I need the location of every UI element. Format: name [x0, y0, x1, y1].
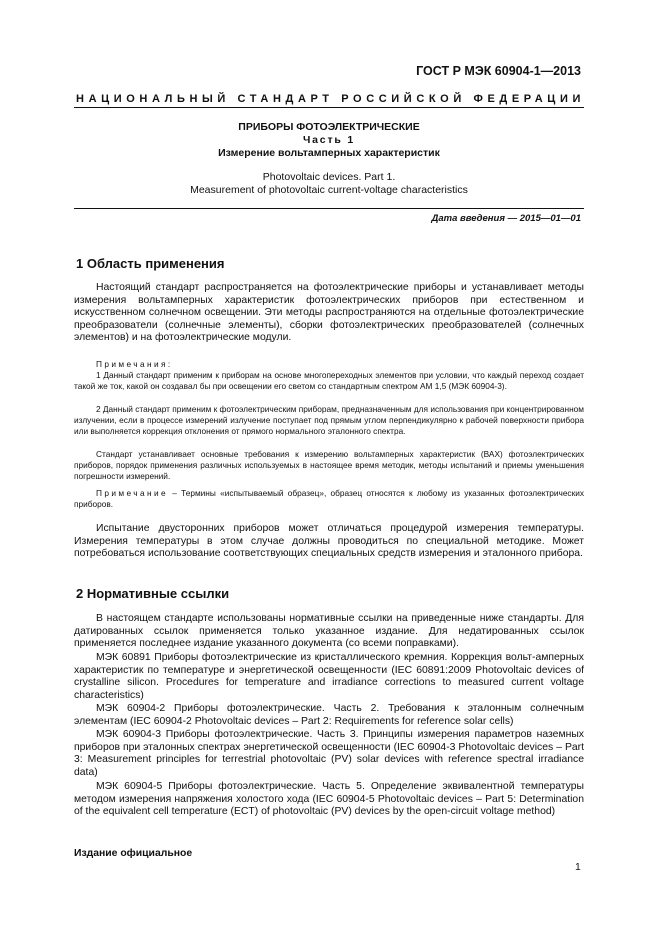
section2-paragraph1: В настоящем стандарте использованы нормативные ссылки на приведенные ниже стандарты. Для датированных ссылок применяется только указанное издание. Для недатированных ссылок применяется последнее издание указанного документа (со всеми поправками).	[74, 613, 584, 650]
note2: 2 Данный стандарт применим к фотоэлектрическим приборам, предназначенным для использования при концентрированном излучении, если в процессе измерений излучение поступает под прямым углом перпендикулярно к рабочей поверхности прибора или выполняется коррекция отклонения от прямого нормального эталонного спектра.	[74, 404, 584, 436]
introduction-date: Дата введения — 2015—01—01	[431, 213, 581, 224]
note3	[74, 488, 584, 510]
title-subtitle-ru: Измерение вольтамперных характеристик	[218, 147, 440, 159]
reference-iec-60904-5: МЭК 60904-5 Приборы фотоэлектрические. Часть 5. Определение эквивалентной температуры методом измерения напряжения холостого хода (IEC 60904-5 Photovoltaic devices – Part 5: Determination of the equivalent cell temperature (ECT) of photovoltaic (PV) devices by the open-circuit voltage method)	[74, 781, 584, 818]
title-ru: ПРИБОРЫ ФОТОЭЛЕКТРИЧЕСКИЕ	[238, 121, 420, 133]
document-code: ГОСТ Р МЭК 60904-1—2013	[416, 64, 581, 78]
note1: 1 Данный стандарт применим к приборам на основе многопереходных элементов при условии, что каждый переход создает такой же ток, какой он создавал бы при освещении его светом со стандартным спектром AM 1,5 (МЭК 60904-3).	[74, 370, 584, 391]
title-en-line2: Measurement of photovoltaic current-voltage characteristics	[190, 184, 468, 196]
section2-heading: 2 Нормативные ссылки	[76, 586, 230, 601]
reference-iec-60904-3: МЭК 60904-3 Приборы фотоэлектрические. Часть 3. Принципы измерения параметров наземных приборов при эталонных спектрах энергетической освещенности (IEC 60904-3 Photovoltaic devices – Part 3: Measurement principles for terrestrial photovoltaic (PV) solar devices with reference spectral irradiance data)	[74, 729, 584, 778]
notes-label: Примечания:	[96, 359, 173, 369]
note3-text: – Термины «испытываемый образец», образец относятся к любому из указанных фотоэлектрических приборов.	[74, 488, 584, 509]
note3-label: Примечание	[96, 488, 169, 498]
section1-heading: 1 Область применения	[76, 256, 225, 271]
section1-paragraph2: Испытание двусторонних приборов может отличаться процедурой измерения температуры. Измерения температуры в этом случае должны проводиться по специальной методике. Может потребоваться использование соответствующих специальных средств измерения и эталонного прибора.	[74, 523, 584, 560]
national-standard-banner: НАЦИОНАЛЬНЫЙ СТАНДАРТ РОССИЙСКОЙ ФЕДЕРАЦИИ	[76, 93, 585, 105]
page-number: 1	[575, 862, 581, 873]
edition-label: Издание официальное	[74, 848, 193, 859]
reference-iec-60891: МЭК 60891 Приборы фотоэлектрические из кристаллического кремния. Коррекция вольт-амперных характеристик по температуре и энергетической освещенности (IEC 60891:2009 Photovoltaic devices of crystalline silicon. Procedures for temperature and irradiance corrections to measured current voltage characteristics)	[74, 652, 584, 701]
title-part: Часть 1	[302, 134, 355, 146]
title-rule	[74, 208, 584, 209]
title-en-line1: Photovoltaic devices. Part 1.	[262, 171, 396, 183]
section1-scope-paragraph: Стандарт устанавливает основные требования к измерению вольтамперных характеристик (ВАХ) фотоэлектрических приборов, порядок применения различных используемых в настоящее время методик, методы испытаний и приемы уменьшения погрешности измерений.	[74, 449, 584, 481]
section1-paragraph1: Настоящий стандарт распространяется на фотоэлектрические приборы и устанавливает методы измерения вольтамперных характеристик фотоэлектрических приборов при естественном и искусственном солнечном освещении. Эти методы распространяются на отдельные фотоэлектрические преобразователи (солнечные элементы), сборки фотоэлектрических преобразователей (солнечных элементов) и на фотоэлектрические модули.	[74, 282, 584, 344]
header-rule	[74, 107, 584, 108]
reference-iec-60904-2: МЭК 60904-2 Приборы фотоэлектрические. Часть 2. Требования к эталонным солнечным элементам (IEC 60904-2 Photovoltaic devices – Part 2: Requirements for reference solar cells)	[74, 703, 584, 727]
